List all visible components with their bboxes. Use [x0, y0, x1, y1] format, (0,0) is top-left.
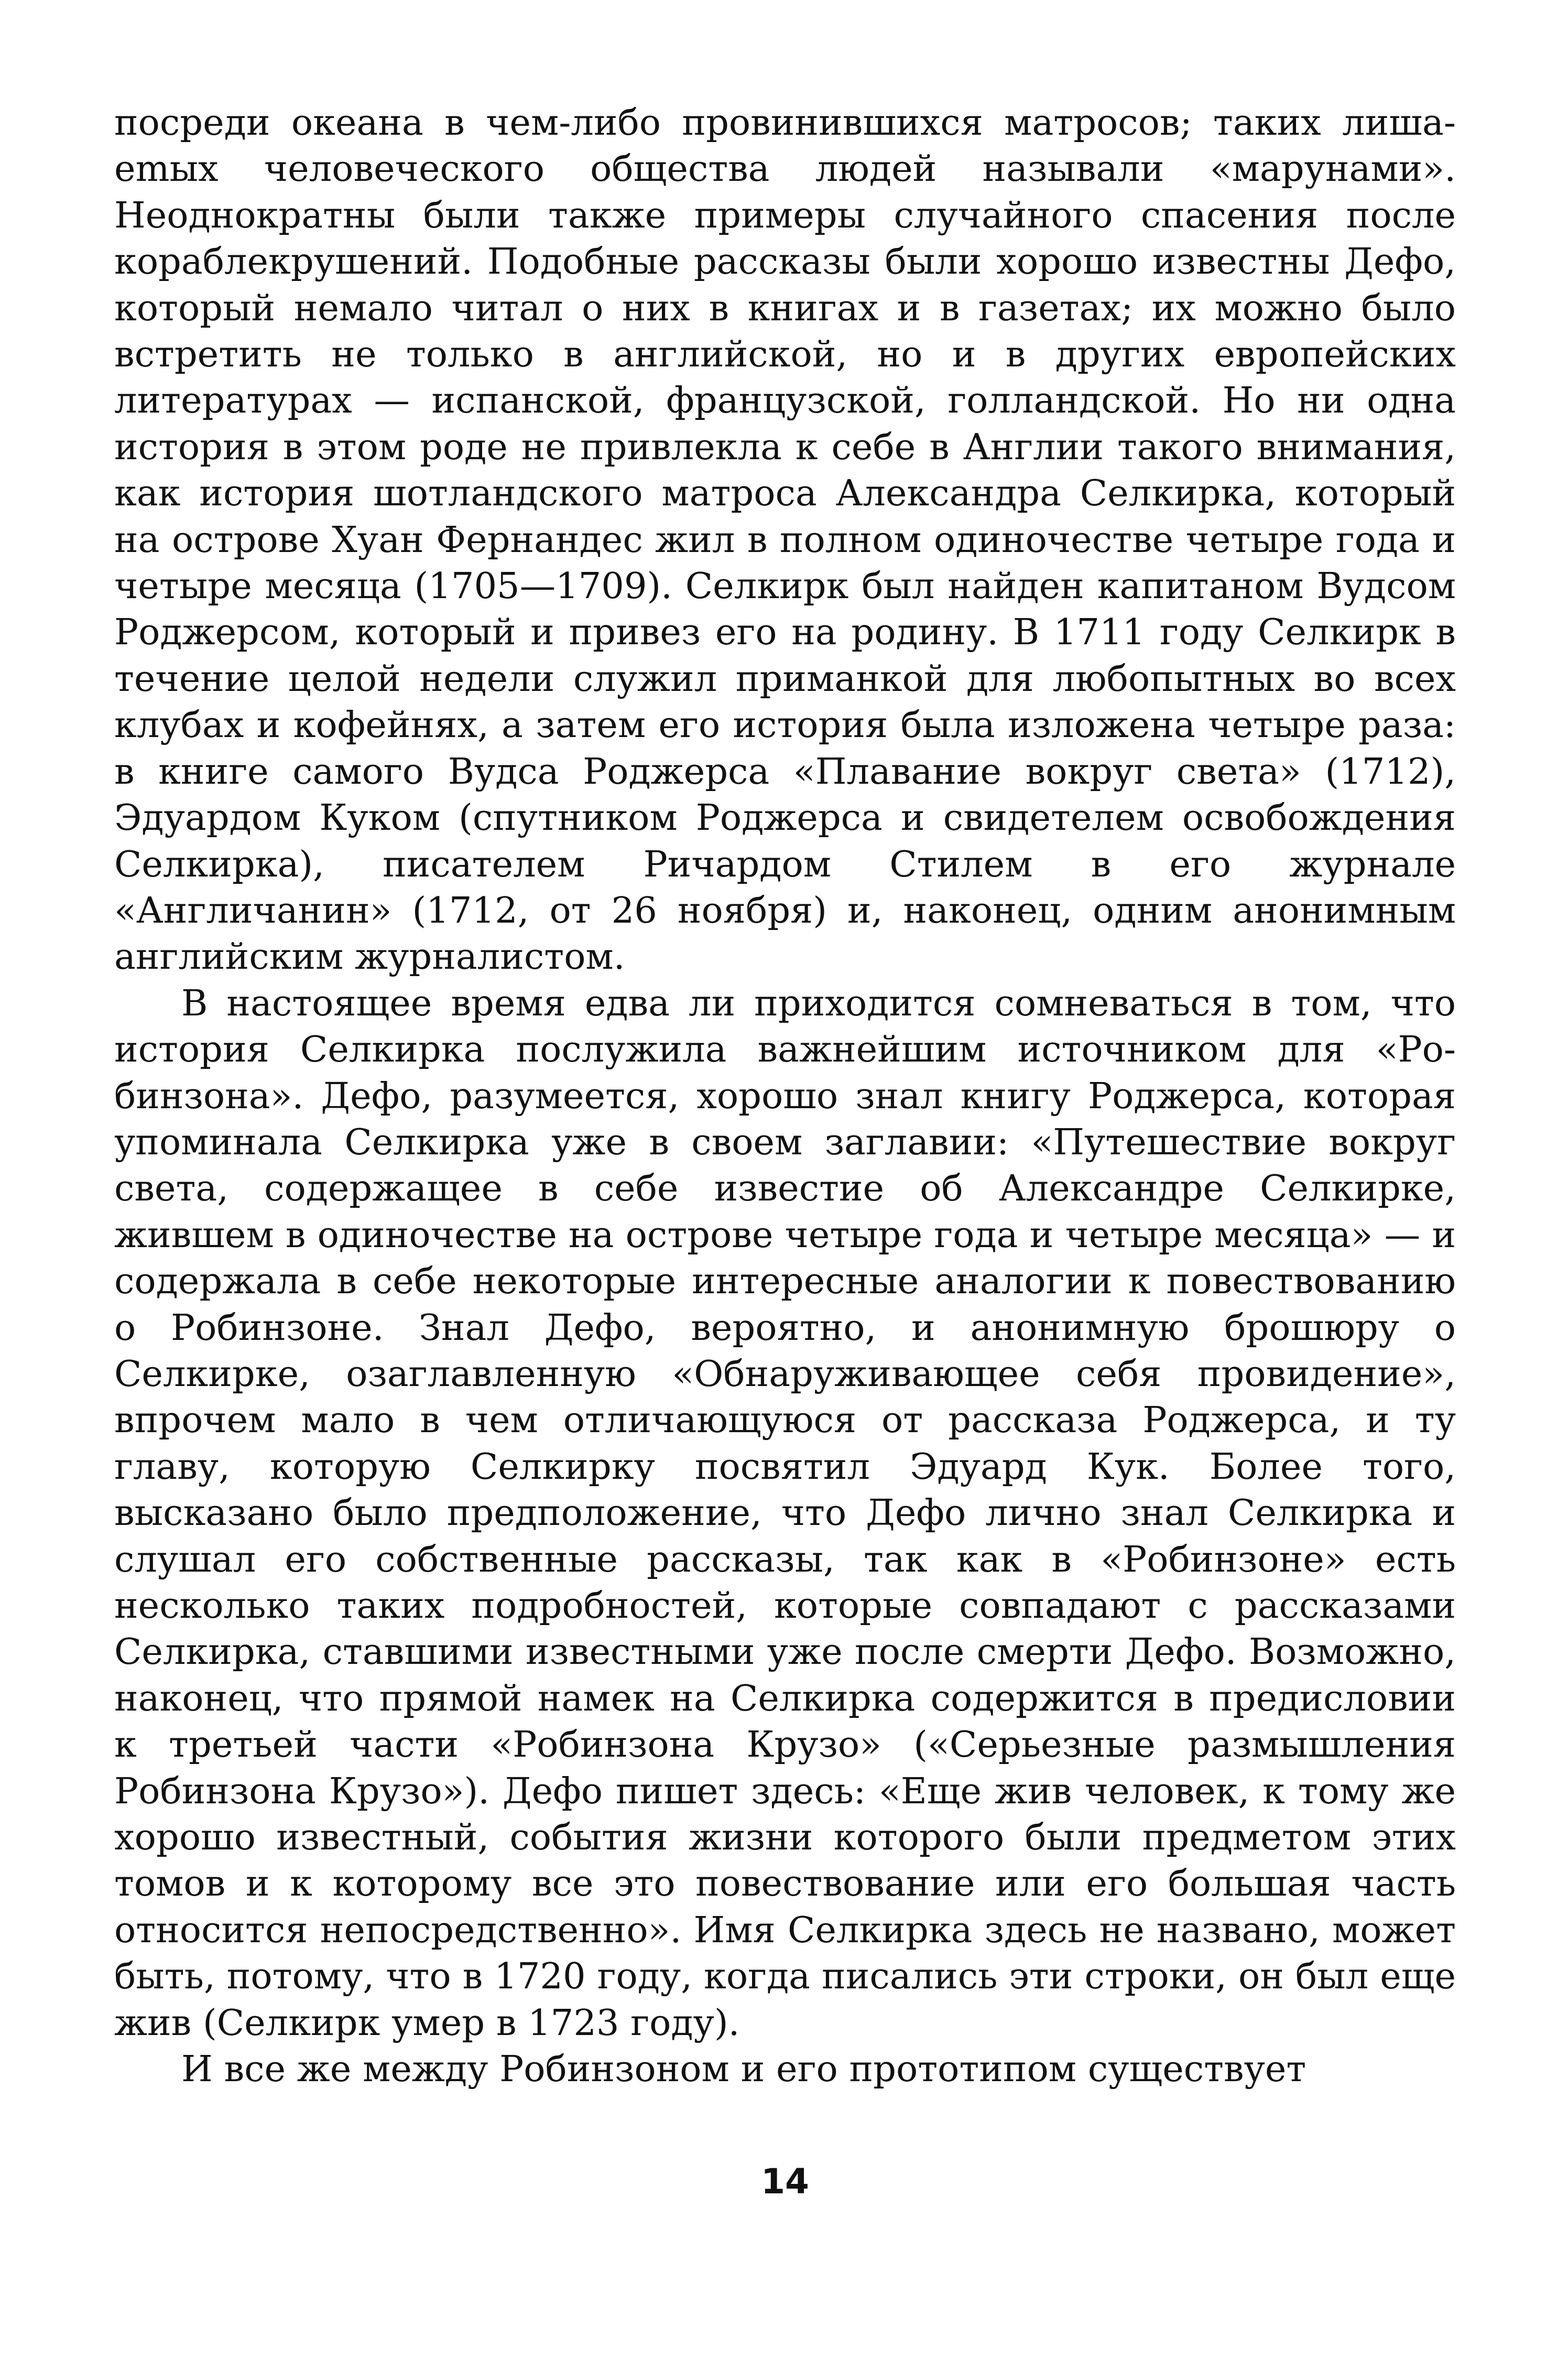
paragraph-3: И все же между Робинзоном и его прототипом существует	[181, 2048, 1306, 2091]
paragraph-1: посреди океана в чем-либо провинившихся матросов; таких лишаemых человеческого общества людей называли «марунами». Неоднократны были также примеры случайного спасения после кораблекрушений. Подобные рассказы были хорошо известны Дефо, который немало читал о них в книгах и в газетах; их можно было встретить не только в английской, но и в других европейских литературах — испанской, французской, голландской. Но ни одна история в этом роде не привлекла к себе в Англии такого внимания, как история шотландского матроса Александра Селкирка, который на острове Хуан Фернандес жил в полном одиночестве четыре года и четыре месяца (1705—1709). Селкирк был найден капитаном Вудсом Роджерсом, который и привез его на родину. В 1711 году Селкирк в течение целой недели служил приманкой для любопытных во всех клубах и кофейнях, а затем его история была изложена четыре раза: в книге самого Вудса Роджерса «Плавание вокруг света» (1712), Эдуардом Куком (спутником Роджерса и свидетелем освобождения Селкирка), писателем Ричардом Стилем в его журнале «Англичанин» (1712, от 26 ноября) и, наконец, одним анонимным английским журналистом.	[114, 102, 1456, 978]
book-page	[114, 100, 1456, 2301]
page-body-text	[114, 100, 1456, 2092]
page-number: 14	[761, 2161, 809, 2202]
paragraph-2: В настоящее время едва ли приходится сомневаться в том, что история Селкирка послужила важнейшим источником для «Робинзона». Дефо, разумеется, хорошо знал книгу Роджерса, которая упоминала Селкирка уже в своем заглавии: «Путешествие вокруг света, содержащее в себе известие об Александре Селкирке, жившем в одиночестве на острове четыре года и четыре месяца» — и содержала в себе некоторые интересные аналогии к повествованию о Робинзоне. Знал Дефо, вероятно, и анонимную брошюру о Селкирке, озаглавленную «Обнаруживающее себя провидение», впрочем мало в чем отличающуюся от рассказа Роджерса, и ту главу, которую Селкирку посвятил Эдуард Кук. Более того, высказано было предположение, что Дефо лично знал Селкирка и слушал его собственные рассказы, так как в «Робинзоне» есть несколько таких подробностей, которые совпадают с рассказами Селкирка, ставшими известными уже после смерти Дефо. Возможно, наконец, что прямой намек на Селкирка содержится в предисловии к третьей части «Робинзона Крузо» («Серьезные размышления Робинзона Крузо»). Дефо пишет здесь: «Еще жив человек, к тому же хорошо известный, события жизни которого были предметом этих томов и к которому все это повествование или его большая часть относится непосредственно». Имя Селкирка здесь не названо, может быть, потому, что в 1720 году, когда писались эти строки, он был еще жив (Селкирк умер в 1723 году).	[114, 982, 1456, 2044]
